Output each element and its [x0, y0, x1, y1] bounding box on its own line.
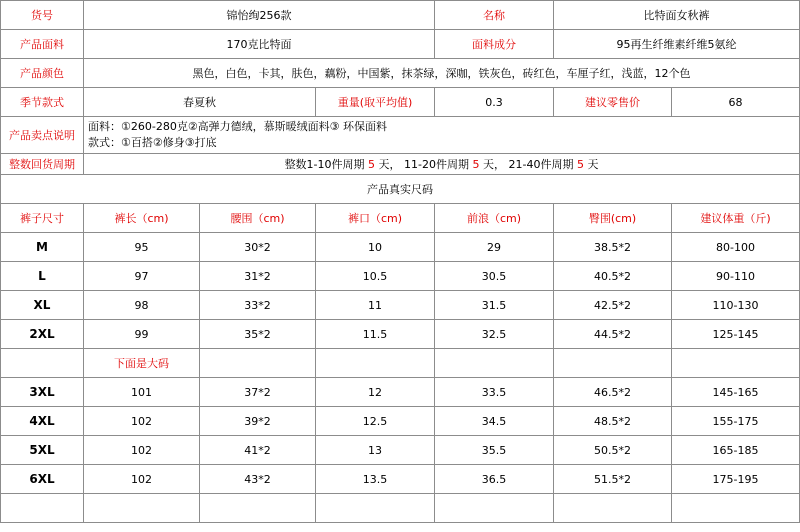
empty-cell: [435, 494, 554, 523]
restock-part-3: 天， 21-40件周期: [483, 158, 574, 171]
waist-cell: 41*2: [200, 436, 316, 465]
weight-label: 重量(取平均值): [316, 88, 435, 117]
empty-cell: [316, 494, 435, 523]
front-rise-cell: 35.5: [435, 436, 554, 465]
table-row: [1, 320, 800, 349]
empty-cell: [1, 349, 84, 378]
front-rise-cell: 30.5: [435, 262, 554, 291]
waist-cell: 43*2: [200, 465, 316, 494]
hip-cell: 46.5*2: [554, 378, 672, 407]
restock-days-3: 5: [576, 158, 584, 171]
big-size-note-row: [1, 349, 800, 378]
hem-cell: 13: [316, 436, 435, 465]
length-cell: 95: [84, 233, 200, 262]
size-cell: 3XL: [1, 378, 84, 407]
empty-cell: [316, 349, 435, 378]
restock-value: [84, 154, 800, 175]
waist-cell: 37*2: [200, 378, 316, 407]
empty-cell: [554, 494, 672, 523]
front-rise-cell: 32.5: [435, 320, 554, 349]
length-cell: 102: [84, 407, 200, 436]
hip-cell: 48.5*2: [554, 407, 672, 436]
header-length: 裤长（cm): [84, 204, 200, 233]
length-cell: 97: [84, 262, 200, 291]
hip-cell: 44.5*2: [554, 320, 672, 349]
weight-cell: 165-185: [672, 436, 800, 465]
size-header-row: [1, 204, 800, 233]
restock-days-1: 5: [368, 158, 376, 171]
length-cell: 99: [84, 320, 200, 349]
price-value: 68: [672, 88, 800, 117]
hem-cell: 11: [316, 291, 435, 320]
name-value: 比特面女秋裤: [554, 1, 800, 30]
price-label: 建议零售价: [554, 88, 672, 117]
table-row: [1, 436, 800, 465]
restock-label: 整数回货周期: [1, 154, 84, 175]
weight-cell: 80-100: [672, 233, 800, 262]
selling-line-fabric: 面料：①260-280克②高弹力德绒，慕斯暖绒面料③ 环保面料: [88, 120, 388, 133]
waist-cell: 33*2: [200, 291, 316, 320]
size-cell: 6XL: [1, 465, 84, 494]
header-front-rise: 前浪（cm): [435, 204, 554, 233]
trailing-empty-row: [1, 494, 800, 523]
hem-cell: 12.5: [316, 407, 435, 436]
restock-part-1: 整数1-10件周期: [284, 158, 365, 171]
hip-cell: 38.5*2: [554, 233, 672, 262]
hem-cell: 10.5: [316, 262, 435, 291]
fabric-value: 170克比特面: [84, 30, 435, 59]
name-label: 名称: [435, 1, 554, 30]
hip-cell: 42.5*2: [554, 291, 672, 320]
selling-points: [84, 117, 800, 154]
item-no-value: 锦怡绚256款: [84, 1, 435, 30]
empty-cell: [1, 494, 84, 523]
table-row: [1, 262, 800, 291]
row-fabric: [1, 30, 800, 59]
length-cell: 98: [84, 291, 200, 320]
size-cell: M: [1, 233, 84, 262]
waist-cell: 35*2: [200, 320, 316, 349]
hip-cell: 51.5*2: [554, 465, 672, 494]
front-rise-cell: 33.5: [435, 378, 554, 407]
empty-cell: [200, 494, 316, 523]
header-waist: 腰围（cm): [200, 204, 316, 233]
fabric-label: 产品面料: [1, 30, 84, 59]
selling-label: 产品卖点说明: [1, 117, 84, 154]
empty-cell: [672, 494, 800, 523]
row-size-title: [1, 175, 800, 204]
front-rise-cell: 36.5: [435, 465, 554, 494]
hem-cell: 11.5: [316, 320, 435, 349]
hem-cell: 12: [316, 378, 435, 407]
table-row: [1, 233, 800, 262]
waist-cell: 31*2: [200, 262, 316, 291]
waist-cell: 39*2: [200, 407, 316, 436]
length-cell: 102: [84, 436, 200, 465]
weight-value: 0.3: [435, 88, 554, 117]
row-season: [1, 88, 800, 117]
hem-cell: 13.5: [316, 465, 435, 494]
weight-cell: 145-165: [672, 378, 800, 407]
size-cell: 2XL: [1, 320, 84, 349]
hip-cell: 40.5*2: [554, 262, 672, 291]
big-size-note: 下面是大码: [84, 349, 200, 378]
composition-label: 面料成分: [435, 30, 554, 59]
length-cell: 101: [84, 378, 200, 407]
size-cell: L: [1, 262, 84, 291]
size-cell: 5XL: [1, 436, 84, 465]
empty-cell: [554, 349, 672, 378]
row-selling-points: [1, 117, 800, 154]
restock-part-4: 天: [587, 158, 599, 171]
weight-cell: 90-110: [672, 262, 800, 291]
empty-cell: [435, 349, 554, 378]
empty-cell: [200, 349, 316, 378]
composition-value: 95再生纤维素纤维5氨纶: [554, 30, 800, 59]
waist-cell: 30*2: [200, 233, 316, 262]
hip-cell: 50.5*2: [554, 436, 672, 465]
weight-cell: 125-145: [672, 320, 800, 349]
row-restock: [1, 154, 800, 175]
front-rise-cell: 31.5: [435, 291, 554, 320]
season-value: 春夏秋: [84, 88, 316, 117]
size-section-title: 产品真实尺码: [1, 175, 800, 204]
size-cell: XL: [1, 291, 84, 320]
row-color: [1, 59, 800, 88]
table-row: [1, 407, 800, 436]
empty-cell: [84, 494, 200, 523]
restock-part-2: 天， 11-20件周期: [378, 158, 469, 171]
length-cell: 102: [84, 465, 200, 494]
empty-cell: [672, 349, 800, 378]
weight-cell: 155-175: [672, 407, 800, 436]
hem-cell: 10: [316, 233, 435, 262]
table-row: [1, 291, 800, 320]
color-label: 产品颜色: [1, 59, 84, 88]
item-no-label: 货号: [1, 1, 84, 30]
weight-cell: 110-130: [672, 291, 800, 320]
front-rise-cell: 29: [435, 233, 554, 262]
weight-cell: 175-195: [672, 465, 800, 494]
color-value: 黑色，白色，卡其，肤色，藕粉，中国紫，抹茶绿，深咖，铁灰色，砖红色，车厘子红，浅蓝，12个色: [84, 59, 800, 88]
size-cell: 4XL: [1, 407, 84, 436]
table-row: [1, 465, 800, 494]
table-row: [1, 378, 800, 407]
selling-line-style: 款式：①百搭②修身③打底: [88, 136, 217, 149]
restock-days-2: 5: [472, 158, 480, 171]
front-rise-cell: 34.5: [435, 407, 554, 436]
row-item-no: [1, 1, 800, 30]
header-weight: 建议体重（斤): [672, 204, 800, 233]
header-hem: 裤口（cm): [316, 204, 435, 233]
header-size: 裤子尺寸: [1, 204, 84, 233]
header-hip: 臀围(cm): [554, 204, 672, 233]
season-label: 季节款式: [1, 88, 84, 117]
